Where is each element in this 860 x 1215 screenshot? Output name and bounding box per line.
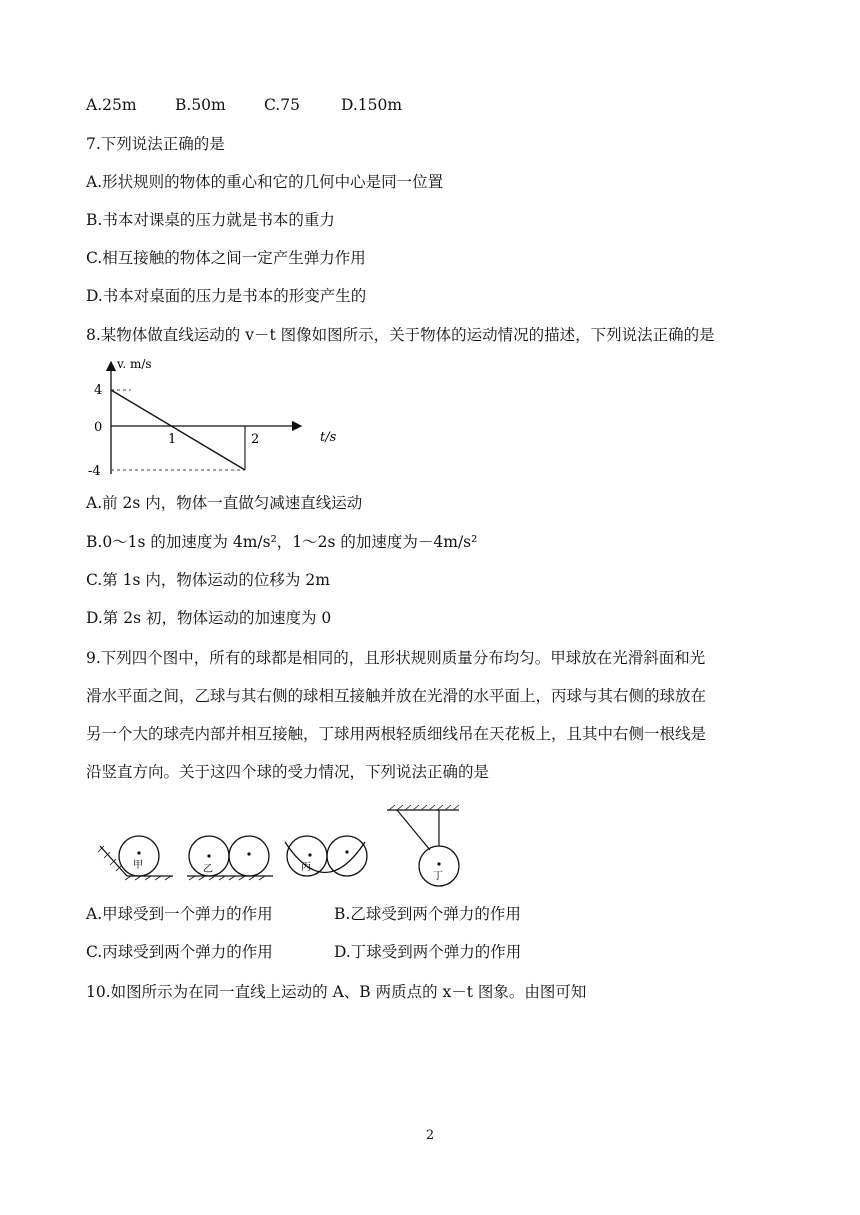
q9-option-b: B.乙球受到两个弹力的作用 (334, 905, 521, 923)
q8-option-c: C.第 1s 内，物体运动的位移为 2m (86, 571, 330, 589)
q9-stem-line-2: 滑水平面之间，乙球与其右侧的球相互接触并放在光滑的水平面上，丙球与其右侧的球放在 (86, 687, 707, 705)
vt-graph (86, 350, 346, 480)
tick-neg4: -4 (88, 464, 101, 479)
tick-t2: 2 (251, 432, 260, 447)
q6-option-b: B.50m (175, 96, 226, 114)
q10-stem: 10.如图所示为在同一直线上运动的 A、B 两质点的 x－t 图象。由图可知 (86, 983, 587, 1001)
q8-option-b: B.0～1s 的加速度为 4m/s²，1～2s 的加速度为－4m/s² (86, 533, 478, 551)
q9-stem-line-4: 沿竖直方向。关于这四个球的受力情况，下列说法正确的是 (86, 763, 490, 781)
q6-option-d: D.150m (341, 96, 403, 114)
q7-option-c: C.相互接触的物体之间一定产生弹力作用 (86, 249, 366, 267)
ball-figures (95, 798, 475, 890)
v-axis-label: v. m/s (117, 357, 152, 371)
t-axis-label: t/s (320, 430, 337, 445)
figure-bing (285, 836, 367, 876)
q8-stem: 8.某物体做直线运动的 v－t 图像如图所示，关于物体的运动情况的描述，下列说法正确的是 (86, 326, 715, 344)
figure-jia (98, 836, 173, 880)
label-ding: 丁 (433, 871, 443, 882)
label-jia: 甲 (133, 860, 143, 871)
q9-option-c: C.丙球受到两个弹力的作用 (86, 943, 273, 961)
q9-stem-line-3: 另一个大的球壳内部并相互接触，丁球用两根轻质细线吊在天花板上，且其中右侧一根线是 (86, 725, 707, 743)
label-bing: 丙 (301, 862, 311, 873)
q8-option-d: D.第 2s 初，物体运动的加速度为 0 (86, 609, 332, 627)
velocity-line (111, 390, 245, 470)
q7-option-d: D.书本对桌面的压力是书本的形变产生的 (86, 287, 367, 305)
page-number: 2 (425, 1128, 435, 1143)
q6-option-a: A.25m (86, 96, 137, 114)
q6-option-c: C.75 (264, 96, 300, 114)
label-yi: 乙 (203, 864, 213, 875)
tick-4: 4 (94, 383, 103, 398)
q8-option-a: A.前 2s 内，物体一直做匀减速直线运动 (86, 494, 363, 512)
q9-option-a: A.甲球受到一个弹力的作用 (86, 905, 273, 923)
q7-option-b: B.书本对课桌的压力就是书本的重力 (86, 211, 335, 229)
q9-stem-line-1: 9.下列四个图中，所有的球都是相同的，且形状规则质量分布均匀。甲球放在光滑斜面和光 (86, 649, 706, 667)
q7-stem: 7.下列说法正确的是 (86, 135, 225, 153)
figure-yi (187, 836, 273, 880)
tick-0: 0 (94, 420, 103, 435)
figure-ding (387, 805, 459, 886)
q7-option-a: A.形状规则的物体的重心和它的几何中心是同一位置 (86, 173, 444, 191)
q9-option-d: D.丁球受到两个弹力的作用 (334, 943, 522, 961)
tick-t1: 1 (168, 432, 177, 447)
